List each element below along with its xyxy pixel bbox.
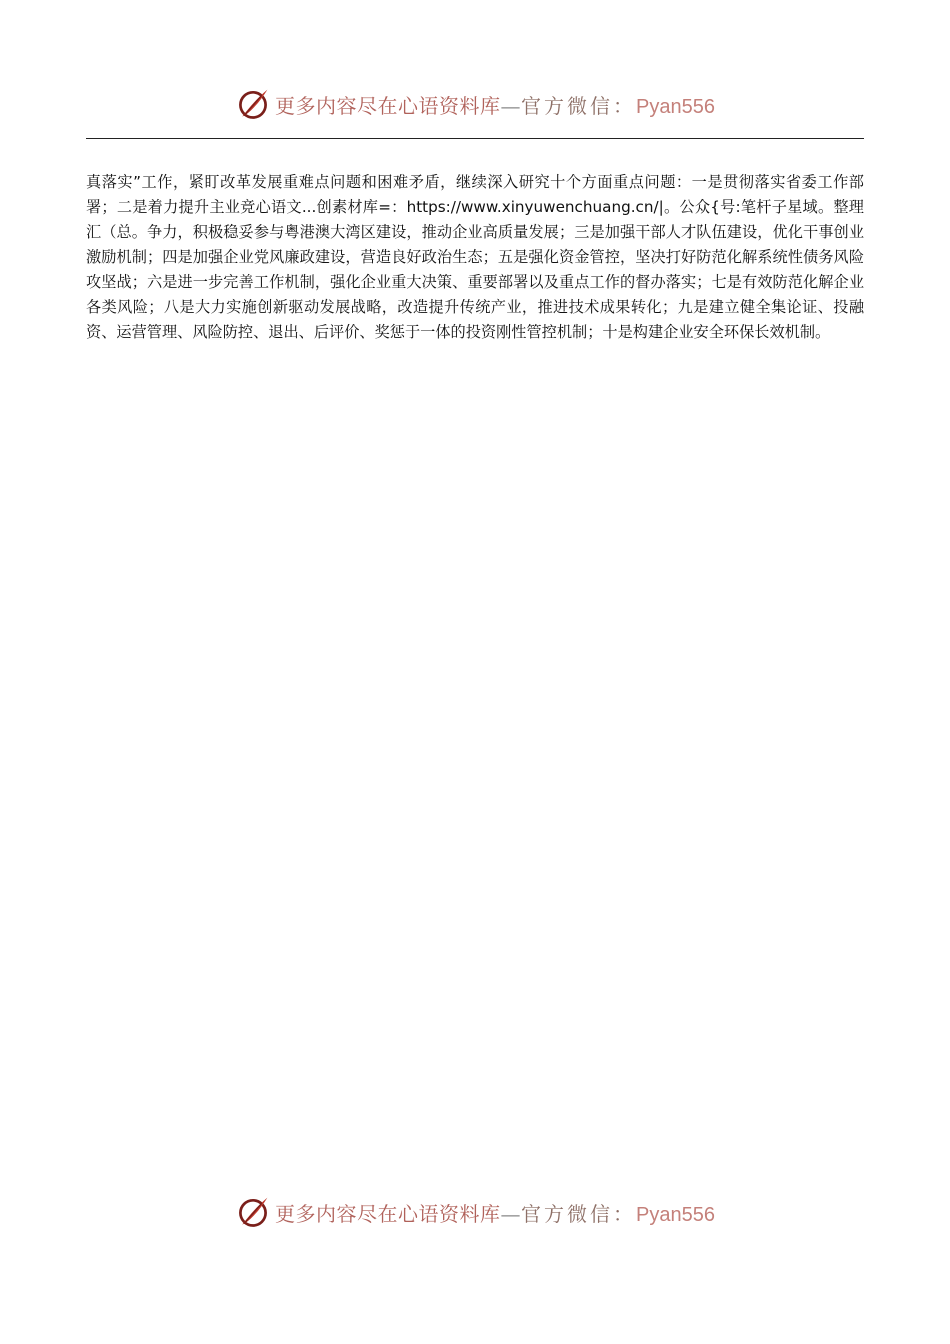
header-divider <box>86 138 864 139</box>
footer-contact-label: 官方微信： <box>521 1201 637 1226</box>
footer-separator: — <box>500 1201 522 1226</box>
header-brand-line <box>275 90 715 119</box>
footer-brand-line <box>275 1198 715 1227</box>
quill-pen-logo-icon <box>235 86 271 122</box>
header-separator: — <box>500 93 522 118</box>
header-contact-label: 官方微信： <box>521 93 637 118</box>
footer-brand-text: 更多内容尽在心语资料库 <box>275 1201 501 1226</box>
footer-banner <box>0 1190 950 1234</box>
header-banner <box>0 82 950 126</box>
header-wechat-id: Pyan556 <box>636 95 715 118</box>
header-brand-text: 更多内容尽在心语资料库 <box>275 93 501 118</box>
quill-pen-logo-icon <box>235 1194 271 1230</box>
body-paragraph: 真落实”工作，紧盯改革发展重难点问题和困难矛盾，继续深入研究十个方面重点问题：一是贯彻落实省委工作部署；二是着力提升主业竞心语文...创素材库=：https://www.xinyuwenchuang.cn/|。公众{号:笔杆子星域。整理汇（总。争力，积极稳妥参与粤港澳大湾区建设，推动企业高质量发展；三是加强干部人才队伍建设，优化干事创业激励机制；四是加强企业党风廉政建设，营造良好政治生态；五是强化资金管控，坚决打好防范化解系统性债务风险攻坚战；六是进一步完善工作机制，强化企业重大决策、重要部署以及重点工作的督办落实；七是有效防范化解企业各类风险；八是大力实施创新驱动发展战略，改造提升传统产业，推进技术成果转化；九是建立健全集论证、投融资、运营管理、风险防控、退出、后评价、奖惩于一体的投资刚性管控机制；十是构建企业安全环保长效机制。 <box>86 173 864 341</box>
footer-wechat-id: Pyan556 <box>636 1203 715 1226</box>
